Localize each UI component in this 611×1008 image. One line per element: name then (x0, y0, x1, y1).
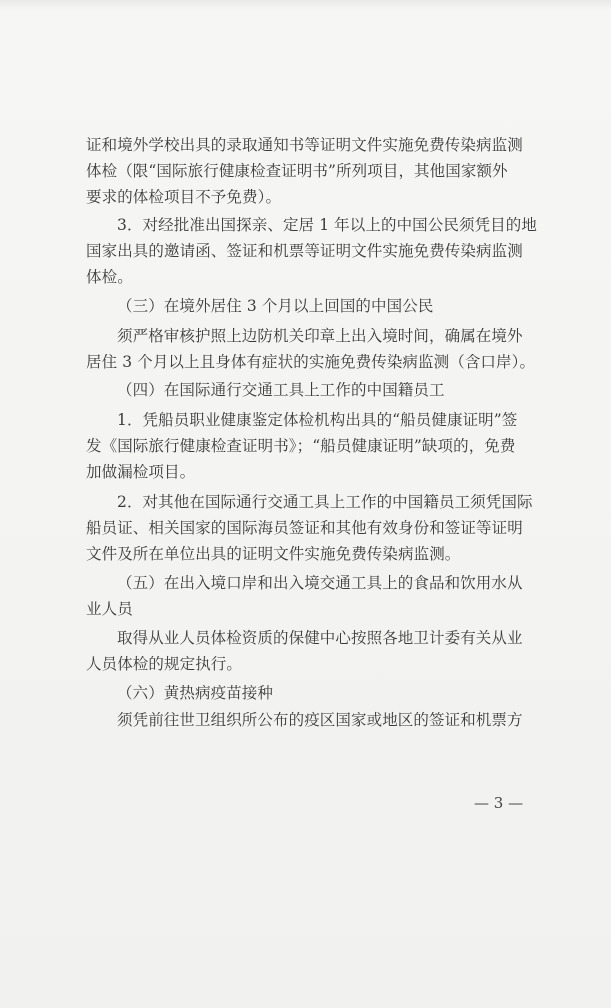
body-line-4: 3．对经批准出国探亲、定居 1 年以上的中国公民须凭目的地 (117, 216, 537, 234)
body-line-1: 证和境外学校出具的录取通知书等证明文件实施免费传染病监测 (86, 136, 523, 154)
body-line-22: 须凭前往世卫组织所公布的疫区国家或地区的签证和机票方 (117, 711, 523, 729)
body-line-5: 国家出具的邀请函、签证和机票等证明文件实施免费传染病监测 (86, 242, 523, 260)
body-line-14: 2．对其他在国际通行交通工具上工作的中国籍员工须凭国际 (117, 493, 533, 511)
page-number: — 3 — (474, 794, 524, 812)
body-line-2: 体检（限“国际旅行健康检查证明书”所列项目，其他国家额外 (86, 162, 508, 180)
body-line-15: 船员证、相关国家的国际海员签证和其他有效身份和签证等证明 (86, 519, 523, 537)
section-heading-6: （六）黄热病疫苗接种 (117, 684, 274, 702)
body-line-6: 体检。 (86, 268, 133, 286)
body-line-18: 业人员 (86, 600, 133, 618)
scan-edge-shadow (0, 0, 611, 10)
body-line-19: 取得从业人员体检资质的保健中心按照各地卫计委有关从业 (117, 629, 523, 647)
section-heading-5: （五）在出入境口岸和出入境交通工具上的食品和饮用水从 (117, 574, 523, 592)
body-line-12: 发《国际旅行健康检查证明书》；“船员健康证明”缺项的，免费 (86, 437, 516, 455)
body-line-11: 1．凭船员职业健康鉴定体检机构出具的“船员健康证明”签 (117, 411, 518, 429)
body-line-16: 文件及所在单位出具的证明文件实施免费传染病监测。 (86, 545, 461, 563)
section-heading-3: （三）在境外居住 3 个月以上回国的中国公民 (117, 297, 434, 315)
body-line-3: 要求的体检项目不予免费）。 (86, 188, 282, 206)
body-line-13: 加做漏检项目。 (86, 463, 196, 481)
body-line-20: 人员体检的规定执行。 (86, 655, 243, 673)
section-heading-4: （四）在国际通行交通工具上工作的中国籍员工 (117, 381, 445, 399)
body-line-8: 须严格审核护照上边防机关印章上出入境时间，确属在境外 (117, 327, 523, 345)
body-line-9: 居住 3 个月以上且身体有症状的实施免费传染病监测（含口岸）。 (86, 353, 536, 371)
